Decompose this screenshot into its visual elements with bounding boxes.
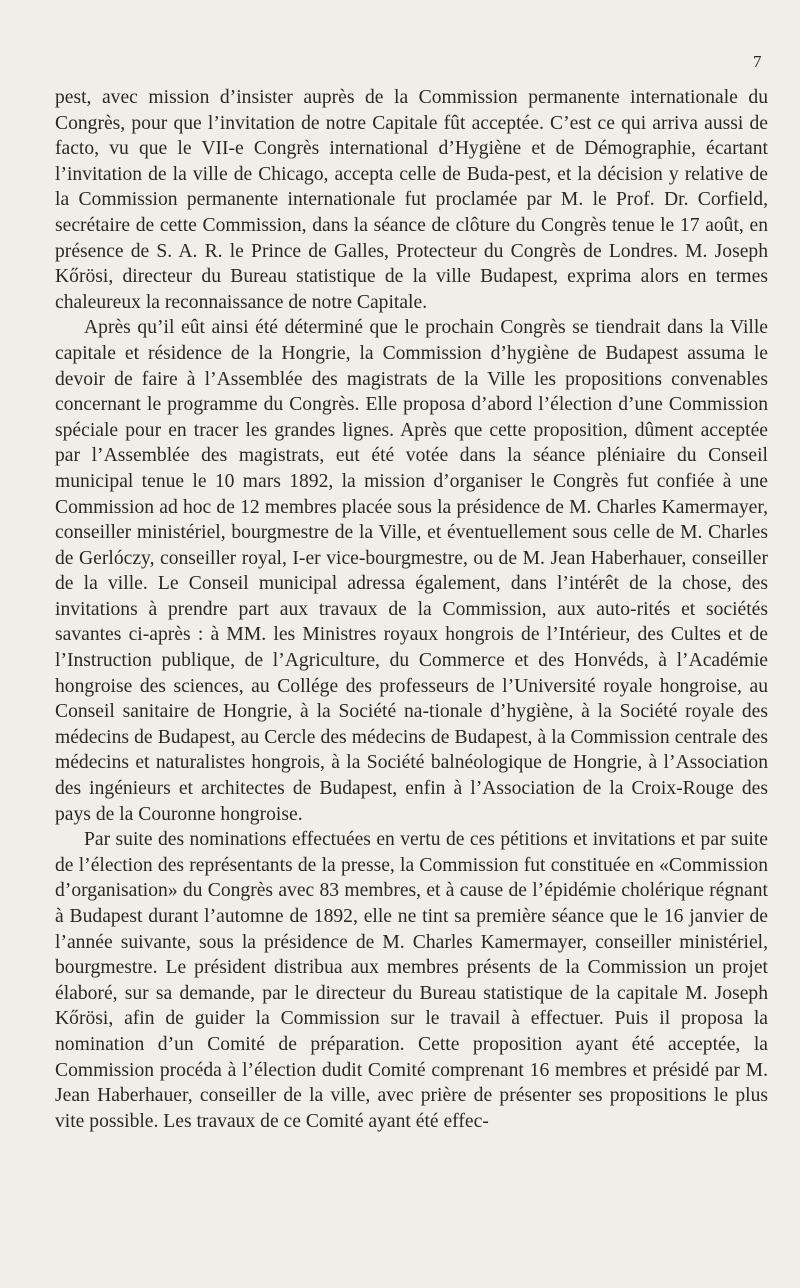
paragraph-3: Par suite des nominations effectuées en vertu de ces pétitions et invitations et par suite de l’élection des représentants de la presse, la Commission fut constituée en «Commission d’organisation» du Congrès avec 83 membres, et à cause de l’épidémie cholérique régnant à Budapest durant l’automne de 1892, elle ne tint sa première séance que le 16 janvier de l’année suivante, sous la présidence de M. Charles Kamermayer, conseiller ministériel, bourgmestre. Le président distribua aux membres présents de la Commission un projet élaboré, sur sa demande, par le directeur du Bureau statistique de la capitale M. Joseph Kőrösi, afin de guider la Commission sur le travail à effectuer. Puis il proposa la nomination d’un Comité de préparation. Cette proposition ayant été acceptée, la Commission procéda à l’élection dudit Comité comprenant 16 membres et présidé par M. Jean Haberhauer, conseiller de la ville, avec prière de présenter ses propositions le plus vite possible. Les travaux de ce Comité ayant été effec- bbox=[55, 829, 768, 1132]
paragraph-1: pest, avec mission d’insister auprès de la Commission permanente internationale du Congrès, pour que l’invitation de notre Capitale fût acceptée. C’est ce qui arriva aussi de facto, vu que le VII-e Congrès international d’Hygiène et de Démographie, écartant l’invitation de la ville de Chicago, accepta celle de Buda-pest, et la décision y relative de la Commission permanente internationale fut proclamée par M. le Prof. Dr. Corfield, secrétaire de cette Commission, dans la séance de clôture du Congrès tenue le 17 août, en présence de S. A. R. le Prince de Galles, Protecteur du Congrès de Londres. M. Joseph Kőrösi, directeur du Bureau statistique de la ville Budapest, exprima alors en termes chaleureux la reconnaissance de notre Capitale. bbox=[55, 87, 768, 313]
paragraph-2: Après qu’il eût ainsi été déterminé que le prochain Congrès se tiendrait dans la Ville capitale et résidence de la Hongrie, la Commission d’hygiène de Budapest assuma le devoir de faire à l’Assemblée des magistrats de la Ville les propositions convenables concernant le programme du Congrès. Elle proposa d’abord l’élection d’une Commission spéciale pour en tracer les grandes lignes. Après que cette proposition, dûment acceptée par l’Assemblée des magistrats, eut été votée dans la séance pléniaire du Conseil municipal tenue le 10 mars 1892, la mission d’organiser le Congrès fut confiée à une Commission ad hoc de 12 membres placée sous la présidence de M. Charles Kamermayer, conseiller ministériel, bourgmestre de la Ville, et éventuellement sous celle de M. Charles de Gerlóczy, conseiller royal, I-er vice-bourgmestre, ou de M. Jean Haberhauer, conseiller de la ville. Le Conseil municipal adressa également, dans l’intérêt de la chose, des invitations à prendre part aux travaux de la Commission, aux auto-rités et sociétés savantes ci-après : à MM. les Ministres royaux hongrois de l’Intérieur, des Cultes et de l’Instruction publique, de l’Agriculture, du Commerce et des Honvéds, à l’Académie hongroise des sciences, au Collége des professeurs de l’Université royale hongroise, au Conseil sanitaire de Hongrie, à la Société na-tionale d’hygiène, à la Société royale des médecins de Budapest, au Cercle des médecins de Budapest, à la Commission centrale des médecins et naturalistes hongrois, à la Société balnéologique de Hongrie, à l’Association des ingénieurs et architectes de Budapest, enfin à l’Association de la Croix-Rouge des pays de la Couronne hongroise. bbox=[55, 317, 768, 825]
page-number: 7 bbox=[753, 52, 762, 71]
body-text bbox=[55, 85, 768, 1134]
